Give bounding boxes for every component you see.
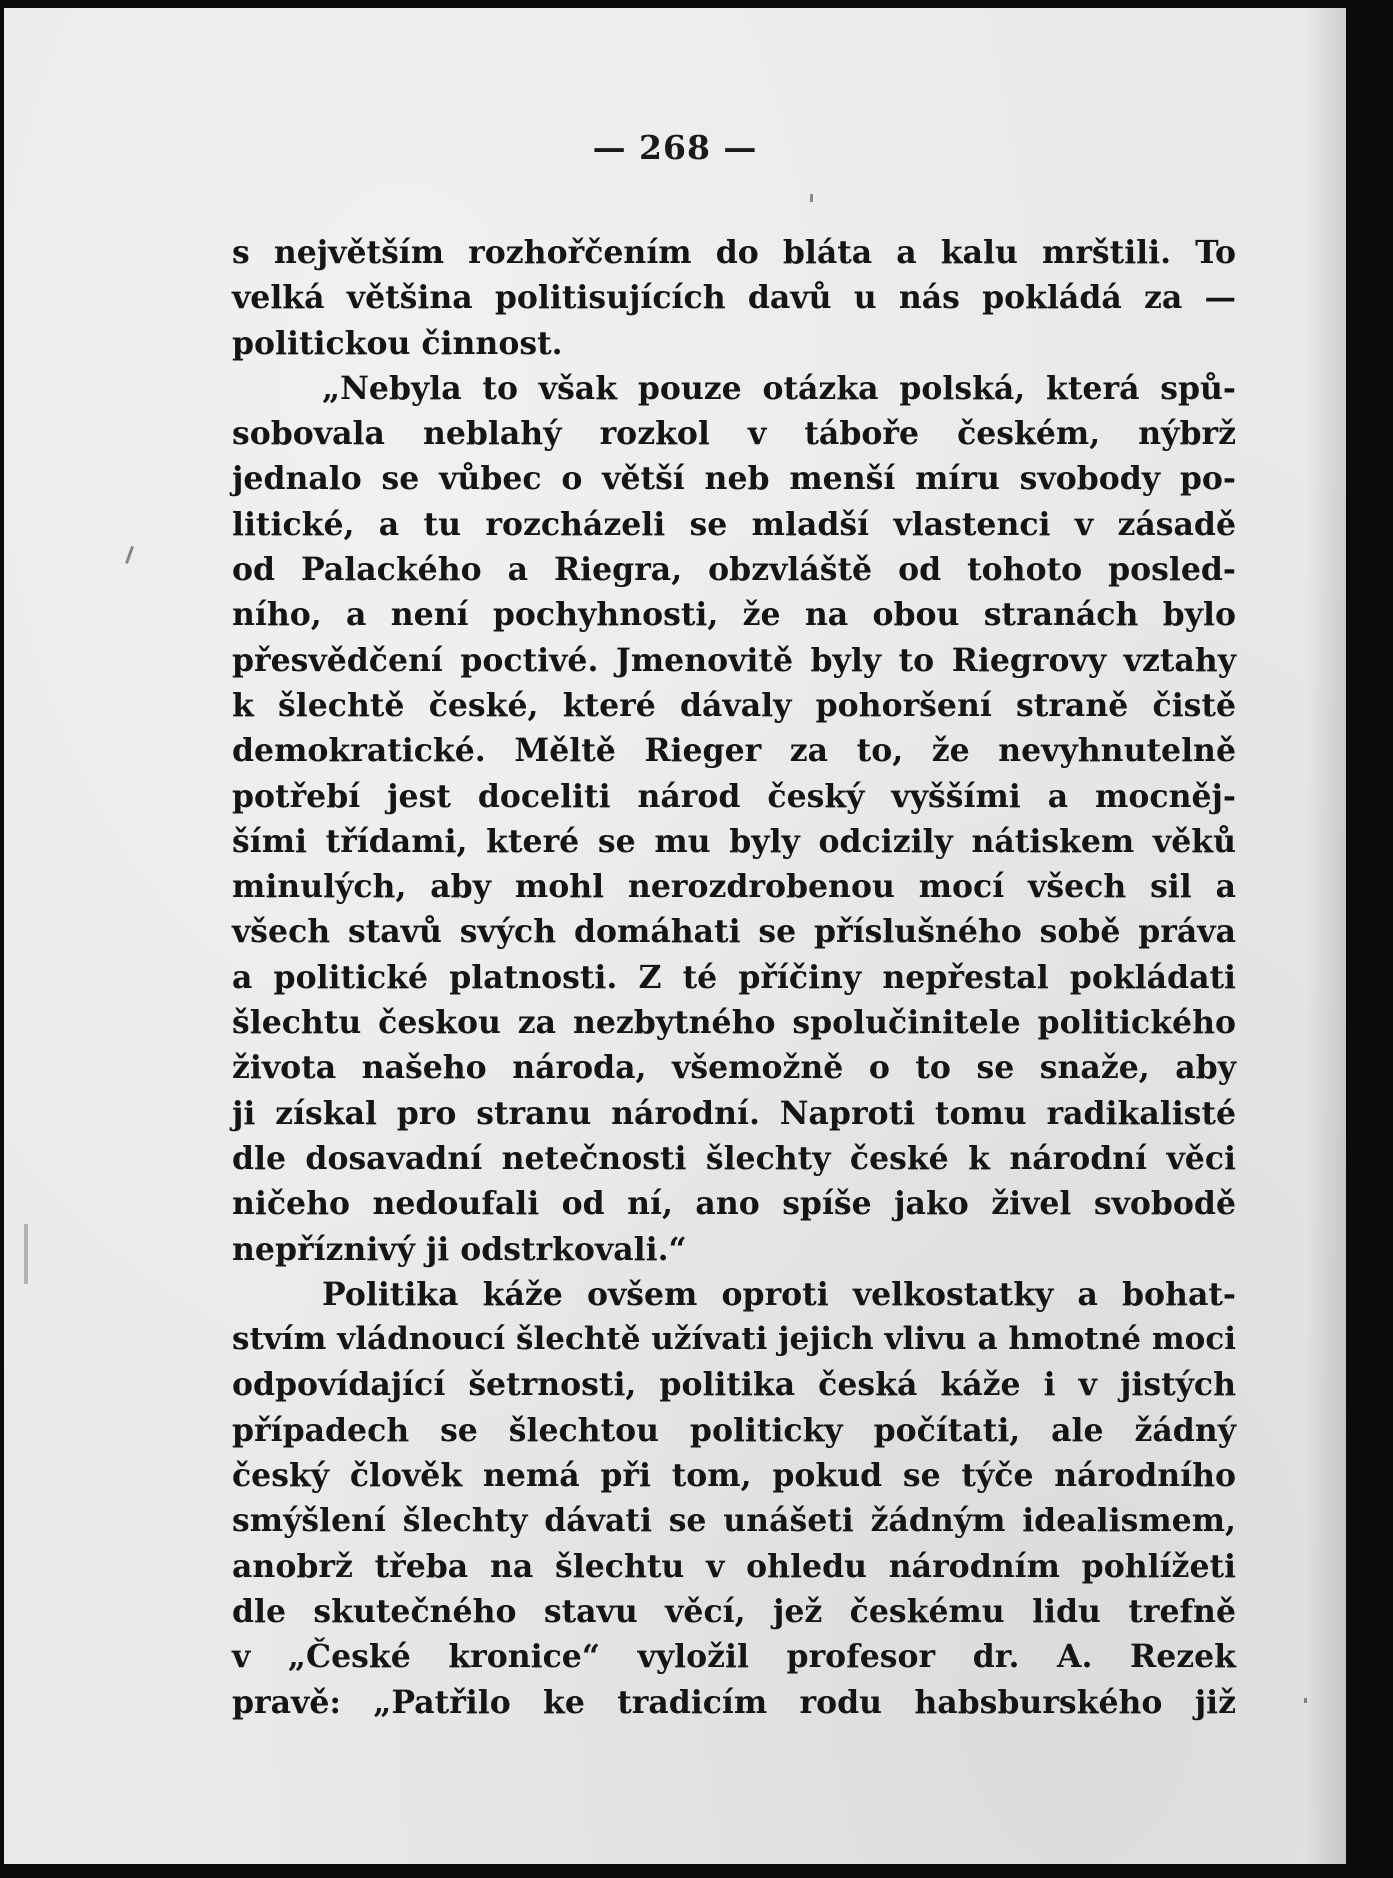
text-line: případech se šlechtou politicky počítati, ale žádný	[232, 1411, 1236, 1449]
text-line: všech stavů svých domáhati se příslušného sobě práva	[232, 913, 1236, 951]
text-line: s největším rozhořčením do bláta a kalu mrštili. To	[232, 234, 1236, 271]
page-number: — 268 —	[592, 128, 758, 167]
scan-speck	[810, 194, 813, 202]
scan-speck	[1304, 1698, 1307, 1703]
text-line: v „České kronice“ vyložil profesor dr. A. Rezek	[232, 1638, 1236, 1676]
text-line: nepříznivý ji odstrkovali.“	[232, 1230, 687, 1268]
text-line: jednalo se vůbec o větší neb menší míru svobody po-	[232, 460, 1236, 498]
scan-speck	[125, 546, 134, 564]
text-line: sobovala neblahý rozkol v táboře českém, nýbrž	[232, 415, 1236, 453]
text-line: ji získal pro stranu národní. Naproti tomu radikalisté	[232, 1094, 1236, 1132]
text-line: ničeho nedoufali od ní, ano spíše jako živel svobodě	[232, 1185, 1236, 1223]
text-line: dle dosavadní netečnosti šlechty české k národní věci	[232, 1139, 1236, 1177]
gutter-shadow	[1306, 8, 1346, 1864]
text-line: politickou činnost.	[232, 324, 563, 362]
text-line: přesvědčení poctivé. Jmenovitě byly to Riegrovy vztahy	[232, 641, 1236, 679]
text-line: pravě: „Patřilo ke tradicím rodu habsburského již	[232, 1683, 1236, 1721]
text-line: stvím vládnoucí šlechtě užívati jejich vlivu a hmotné moci	[232, 1321, 1236, 1358]
scan-speck	[24, 1224, 28, 1284]
book-page	[4, 8, 1346, 1864]
text-line: ního, a není pochyhnosti, že na obou stranách bylo	[232, 596, 1236, 634]
text-line: od Palackého a Riegra, obzvláště od tohoto posled-	[232, 551, 1236, 589]
text-line: český člověk nemá při tom, pokud se týče národního	[232, 1457, 1236, 1495]
text-line: smýšlení šlechty dávati se unášeti žádným idealismem,	[232, 1502, 1236, 1540]
text-line: šími třídami, které se mu byly odcizily nátiskem věků	[232, 822, 1236, 860]
text-line: k šlechtě české, které dávaly pohoršení straně čistě	[232, 686, 1236, 724]
text-line: anobrž třeba na šlechtu v ohledu národním pohlížeti	[232, 1547, 1236, 1585]
text-line: demokratické. Měltě Rieger za to, že nevyhnutelně	[232, 732, 1236, 770]
text-line: litické, a tu rozcházeli se mladší vlastenci v zásadě	[232, 505, 1236, 543]
text-line: dle skutečného stavu věcí, jež českému lidu trefně	[232, 1592, 1236, 1630]
text-line: minulých, aby mohl nerozdrobenou mocí všech sil a	[232, 868, 1236, 906]
body-text	[232, 230, 1236, 1725]
text-line: šlechtu českou za nezbytného spolučinitele politického	[232, 1004, 1236, 1042]
text-line: odpovídající šetrnosti, politika česká káže i v jistých	[232, 1366, 1236, 1404]
text-line: Politika káže ovšem oproti velkostatky a bohat-	[322, 1275, 1236, 1313]
text-line: a politické platnosti. Z té příčiny nepřestal pokládati	[232, 958, 1236, 996]
text-line: potřebí jest doceliti národ český vyššími a mocněj-	[232, 777, 1236, 815]
text-line: „Nebyla to však pouze otázka polská, která spů-	[322, 369, 1236, 407]
text-line: velká většina politisujících davů u nás pokládá za —	[232, 279, 1236, 317]
text-line: života našeho národa, všemožně o to se snaže, aby	[232, 1049, 1236, 1087]
